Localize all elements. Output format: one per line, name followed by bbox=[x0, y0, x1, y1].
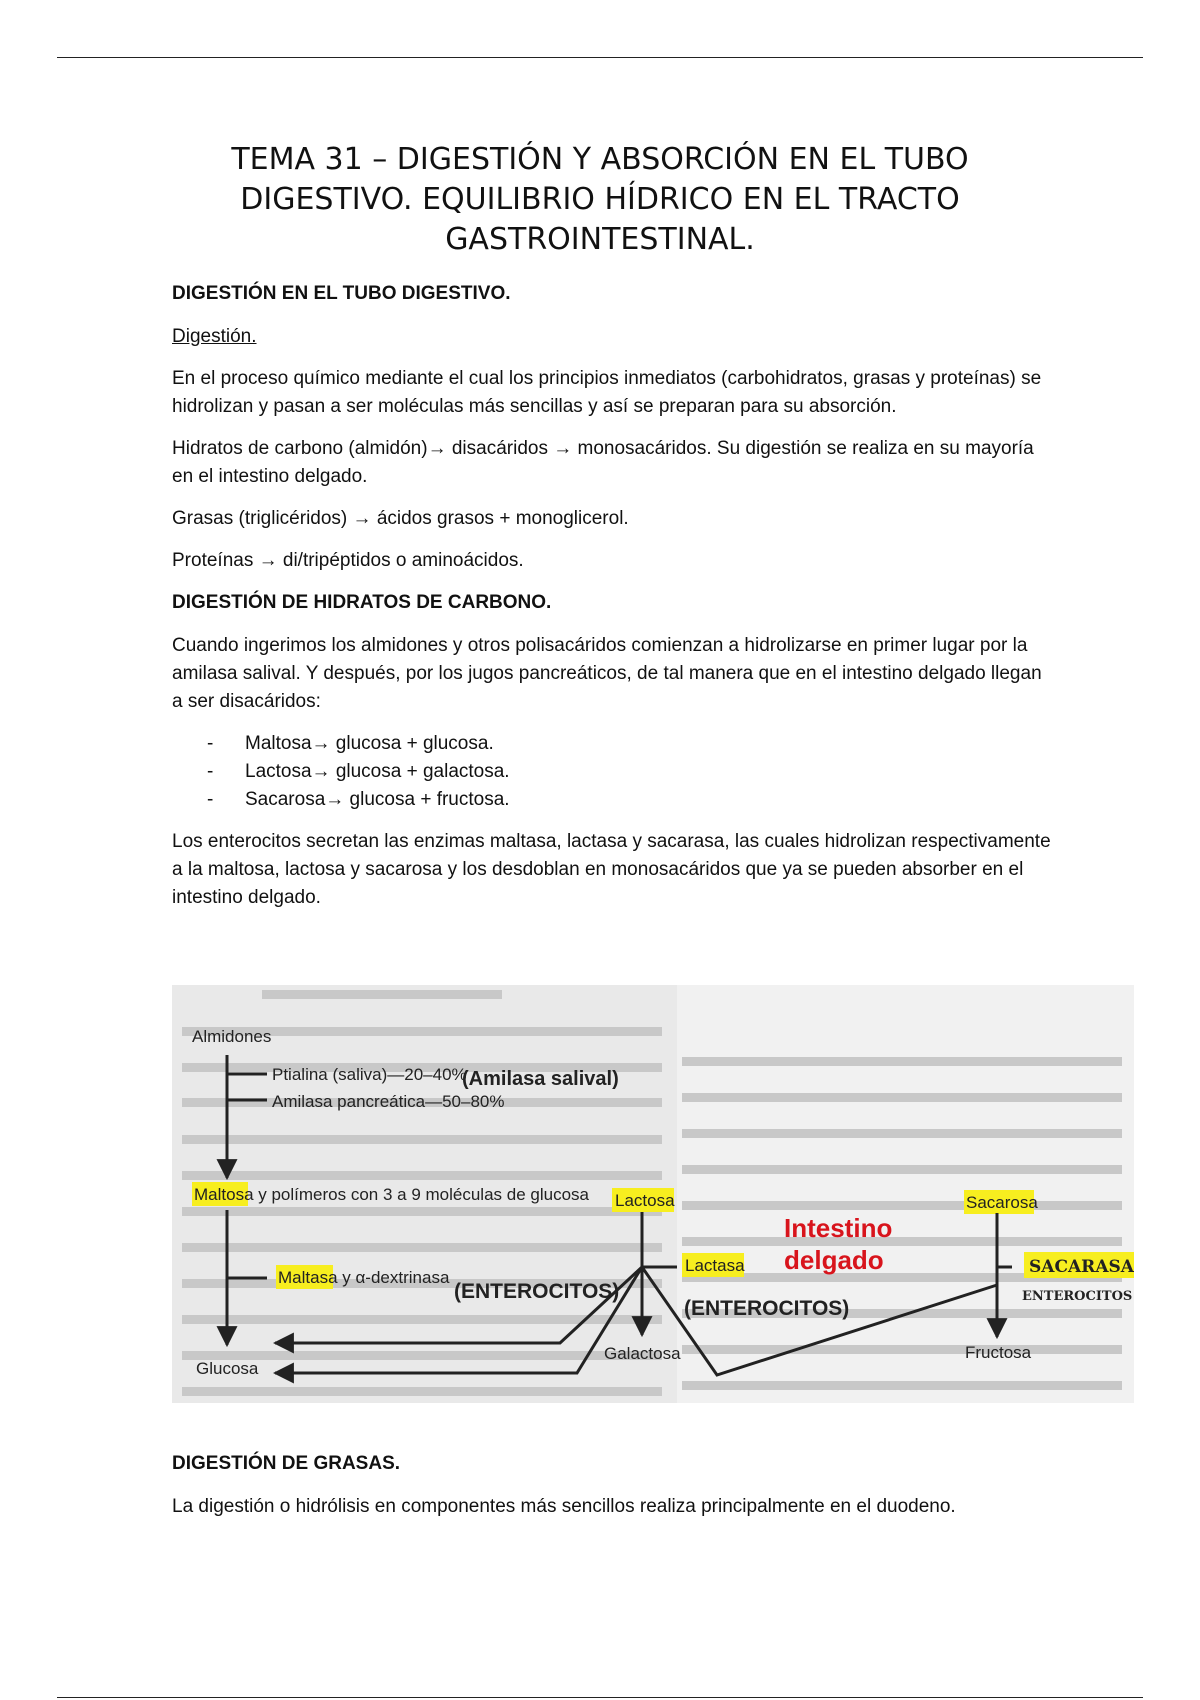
document-body-fats bbox=[172, 1450, 1052, 1521]
paragraph-starch: Cuando ingerimos los almidones y otros polisacáridos comienzan a hidrolizarse en primer lugar por la amilasa salival. Y después, por los jugos pancreáticos, de tal manera que en el intestino delgado llegan a ser disacáridos: bbox=[172, 635, 1042, 712]
page-title: TEMA 31 – DIGESTIÓN Y ABSORCIÓN EN EL TUBO DIGESTIVO. EQUILIBRIO HÍDRICO EN EL TRACTO GASTROINTESTINAL. bbox=[231, 142, 969, 257]
section-heading-fats: DIGESTIÓN DE GRASAS. bbox=[172, 1453, 401, 1474]
label-enterocitos-center: (ENTEROCITOS) bbox=[684, 1297, 850, 1320]
section-heading-carbohydrates: DIGESTIÓN DE HIDRATOS DE CARBONO. bbox=[172, 592, 552, 613]
carbohydrate-digestion-diagram bbox=[172, 985, 1134, 1403]
label-lactasa: Lactasa bbox=[685, 1256, 745, 1275]
maltasa-rest-text: y α-dextrinasa bbox=[337, 1268, 450, 1287]
label-enterocitos-right: ENTEROCITOS bbox=[1022, 1289, 1133, 1304]
list-item: - Sacarosa→ glucosa + fructosa. bbox=[207, 786, 1052, 814]
label-ptialina: Ptialina (saliva)—20–40% bbox=[272, 1065, 467, 1084]
label-intestino: Intestino bbox=[784, 1213, 893, 1243]
label-maltosa bbox=[194, 1185, 590, 1204]
label-maltasa bbox=[278, 1268, 450, 1287]
label-lactosa: Lactosa bbox=[615, 1191, 675, 1210]
list-item: - Lactosa→ glucosa + galactosa. bbox=[207, 758, 1052, 786]
paragraph-carbohydrates: Hidratos de carbono (almidón)→ disacáridos → monosacáridos. Su digestión se realiza en su mayoría en el intestino delgado. bbox=[172, 438, 1034, 487]
document-body bbox=[172, 280, 1052, 912]
label-sacarasa: SACARASA bbox=[1029, 1257, 1134, 1277]
label-galactosa: Galactosa bbox=[604, 1344, 681, 1363]
scan-right-page bbox=[677, 985, 1134, 1403]
paragraph-fat-digestion: La digestión o hidrólisis en componentes más sencillos realiza principalmente en el duodeno. bbox=[172, 1496, 956, 1517]
top-rule bbox=[57, 57, 1143, 58]
disaccharide-list bbox=[172, 730, 1052, 814]
maltasa-highlight-text: Maltasa bbox=[278, 1268, 338, 1287]
paragraph-fats: Grasas (triglicéridos) → ácidos grasos + monoglicerol. bbox=[172, 508, 629, 529]
paragraph-enterocytes: Los enterocitos secretan las enzimas maltasa, lactasa y sacarasa, las cuales hidrolizan respectivamente a la maltosa, lactosa y sacarosa y los desdoblan en monosacáridos que ya se pueden absorber en el intestino delgado. bbox=[172, 831, 1051, 908]
label-amilasa-salival: (Amilasa salival) bbox=[462, 1068, 619, 1090]
label-sacarosa: Sacarosa bbox=[966, 1193, 1038, 1212]
list-item: - Maltosa→ glucosa + glucosa. bbox=[207, 730, 1052, 758]
label-glucosa: Glucosa bbox=[196, 1359, 259, 1378]
label-delgado: delgado bbox=[784, 1245, 884, 1275]
label-fructosa: Fructosa bbox=[965, 1343, 1032, 1362]
label-enterocitos-left: (ENTEROCITOS) bbox=[454, 1280, 620, 1303]
subheading-digestion: Digestión. bbox=[172, 326, 257, 347]
section-heading-digestion: DIGESTIÓN EN EL TUBO DIGESTIVO. bbox=[172, 283, 511, 304]
maltosa-rest-text: y polímeros con 3 a 9 moléculas de glucosa bbox=[253, 1185, 589, 1204]
paragraph-proteins: Proteínas → di/tripéptidos o aminoácidos. bbox=[172, 550, 524, 571]
label-amilasa-pancreatica: Amilasa pancreática—50–80% bbox=[272, 1092, 505, 1111]
bottom-rule bbox=[57, 1697, 1143, 1698]
maltosa-highlight-text: Maltosa bbox=[194, 1185, 254, 1204]
paragraph-definition: En el proceso químico mediante el cual los principios inmediatos (carbohidratos, grasas y proteínas) se hidrolizan y pasan a ser moléculas más sencillas y así se preparan para su absorción. bbox=[172, 368, 1042, 417]
diagram-svg bbox=[172, 985, 1134, 1403]
label-almidones: Almidones bbox=[192, 1027, 272, 1046]
